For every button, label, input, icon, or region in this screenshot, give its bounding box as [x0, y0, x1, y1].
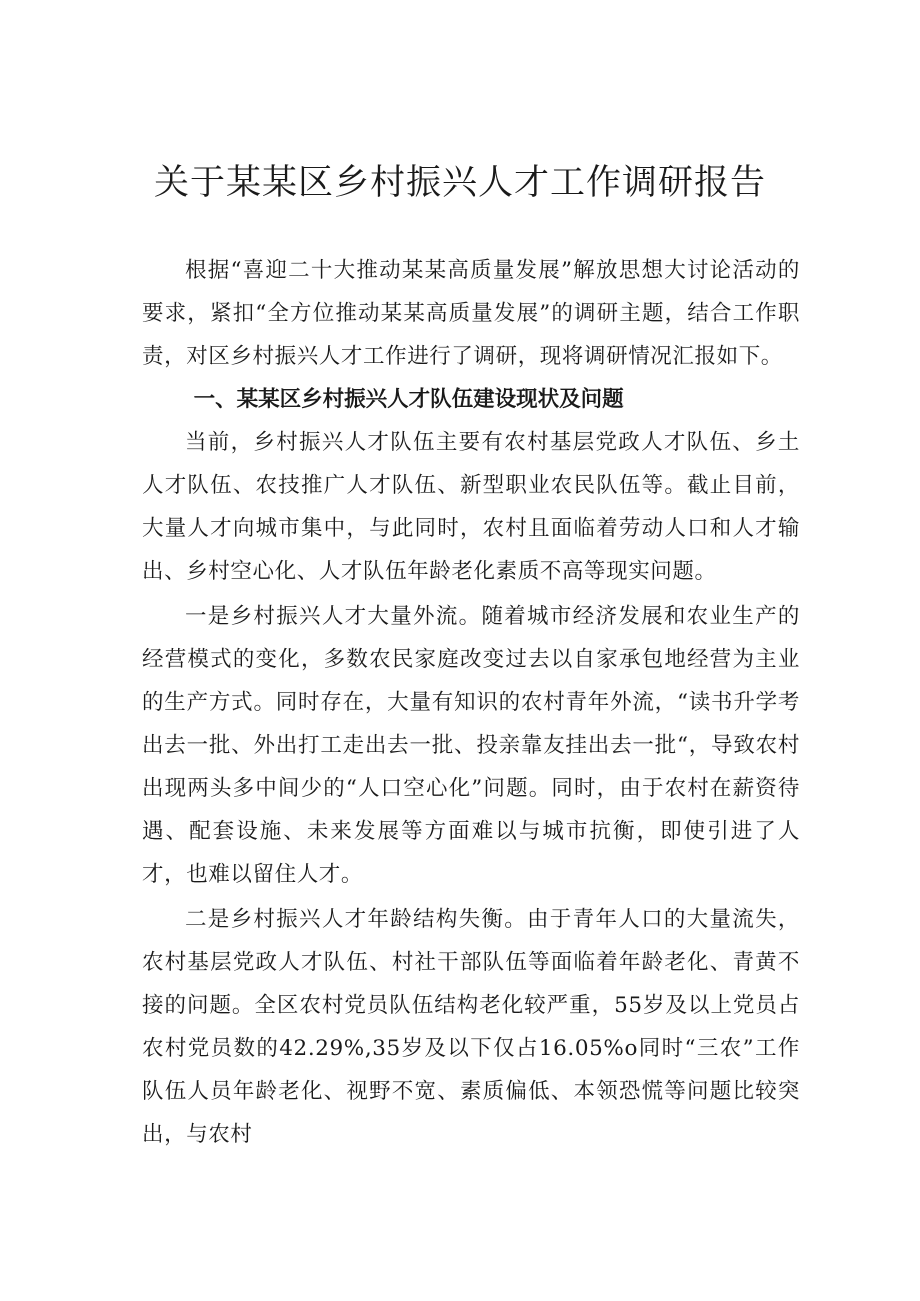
document-title: 关于某某区乡村振兴人才工作调研报告	[153, 163, 766, 203]
intro-paragraph: 根据“喜迎二十大推动某某高质量发展”解放思想大讨论活动的要求，紧扣“全方位推动某某高质量发展”的调研主题，结合工作职责，对区乡村振兴人才工作进行了调研，现将调研情况汇报如下。	[142, 258, 800, 369]
paragraph-age-structure: 二是乡村振兴人才年龄结构失衡。由于青年人口的大量流失，农村基层党政人才队伍、村社干部队伍等面临着年龄老化、青黄不接的问题。全区农村党员队伍结构老化较严重，55岁及以上党员占农村党员数的42.29%,35岁及以下仅占16.05%o同时“三农”工作队伍人员年龄老化、视野不宽、素质偏低、本领恐慌等问题比较突出，与农村	[142, 907, 800, 1147]
section-heading-1: 一、某某区乡村振兴人才队伍建设现状及问题	[193, 387, 624, 412]
document-body	[142, 249, 800, 1156]
paragraph-current-status: 当前，乡村振兴人才队伍主要有农村基层党政人才队伍、乡土人才队伍、农技推广人才队伍、新型职业农民队伍等。截止目前，大量人才向城市集中，与此同时，农村且面临着劳动人口和人才输出、乡村空心化、人才队伍年龄老化素质不高等现实问题。	[142, 430, 800, 584]
paragraph-talent-outflow: 一是乡村振兴人才大量外流。随着城市经济发展和农业生产的经营模式的变化，多数农民家庭改变过去以自家承包地经营为主业的生产方式。同时存在，大量有知识的农村青年外流，“读书升学考出去一批、外出打工走出去一批、投亲靠友挂出去一批“，导致农村出现两头多中间少的“人口空心化”问题。同时，由于农村在薪资待遇、配套设施、未来发展等方面难以与城市抗衡，即使引进了人才，也难以留住人才。	[142, 604, 800, 887]
